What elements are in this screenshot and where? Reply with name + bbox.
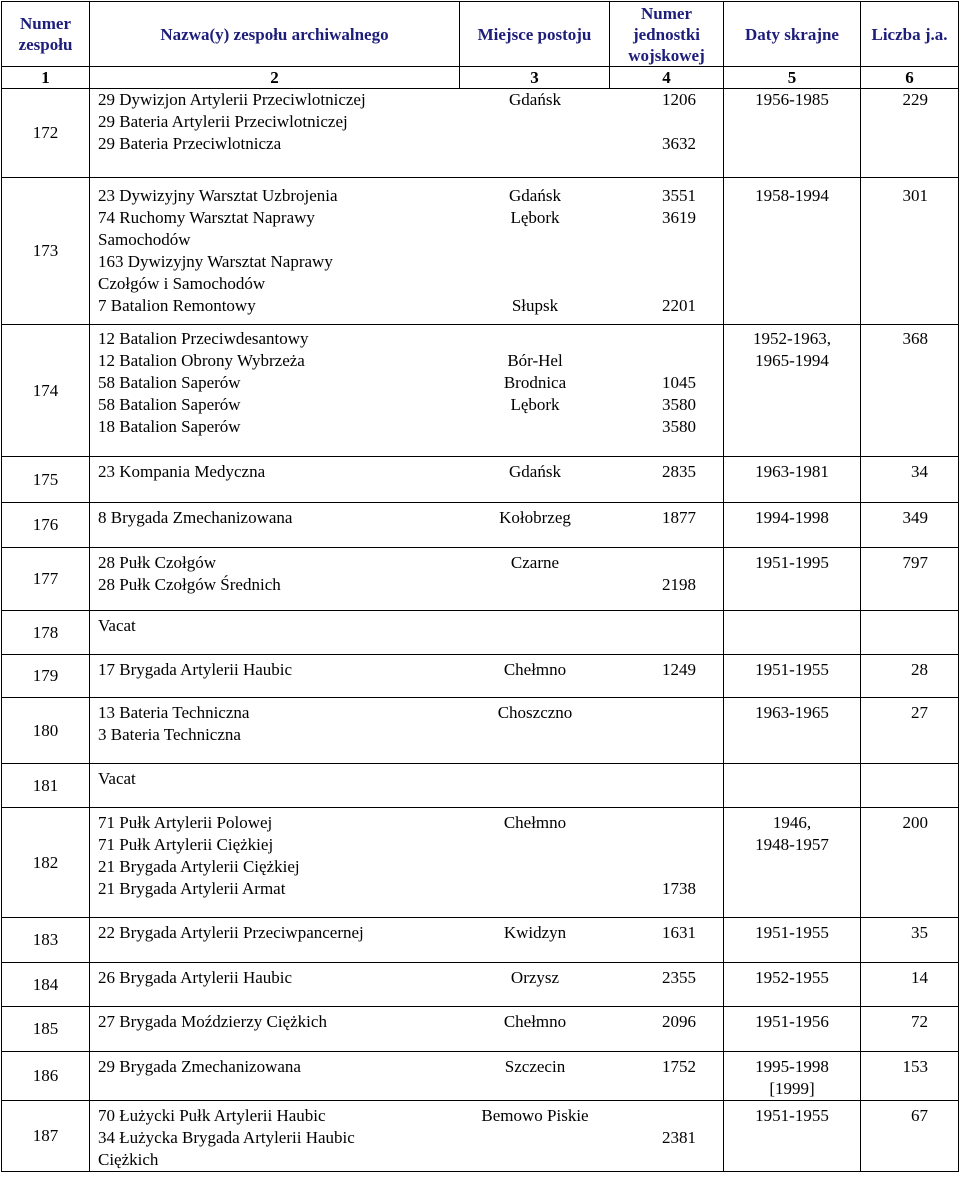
date-line [724, 615, 860, 637]
fonds-number: 186 [2, 1052, 90, 1101]
col-number: 6 [861, 67, 959, 89]
archival-units-count [861, 1101, 959, 1172]
unit-number [610, 615, 724, 637]
count-value: 14 [911, 968, 928, 987]
unit-name: 28 Pułk Czołgów Średnich [98, 575, 281, 594]
unit-name: Vacat [98, 769, 136, 788]
station-place [460, 1127, 610, 1149]
station-place: Gdańsk [509, 90, 561, 109]
station-place [460, 834, 610, 856]
unit-name: 21 Brygada Artylerii Armat [98, 879, 286, 898]
col-header-name: Nazwa(y) zespołu archiwalnego [90, 2, 460, 67]
date-line: 1958-1994 [755, 186, 829, 205]
station-place [460, 251, 610, 273]
station-place: Czarne [510, 553, 560, 572]
archival-units-count [861, 325, 959, 457]
count-value [861, 768, 928, 790]
archive-table [1, 1, 959, 1172]
date-line: 1963-1965 [755, 703, 829, 722]
count-value: 27 [911, 703, 928, 722]
station-place: Chełmno [503, 1012, 567, 1031]
count-value [861, 615, 928, 637]
unit-number: 1631 [662, 923, 696, 942]
date-line: 1951-1955 [755, 1106, 829, 1125]
unit-number: 2835 [662, 462, 696, 481]
station-place [460, 856, 610, 878]
date-range [724, 503, 861, 548]
fonds-number: 181 [2, 764, 90, 808]
table-row [2, 1052, 959, 1101]
unit-number [610, 229, 724, 251]
station-place [460, 416, 610, 438]
fonds-number: 177 [2, 548, 90, 611]
station-place: Chełmno [503, 813, 567, 832]
unit-name: 27 Brygada Moździerzy Ciężkich [98, 1012, 327, 1031]
unit-number: 1206 [662, 90, 696, 109]
fonds-number: 174 [2, 325, 90, 457]
table-row [2, 764, 959, 808]
col-header-count: Liczba j.a. [861, 2, 959, 67]
unit-name: 58 Batalion Saperów [98, 395, 241, 414]
table-row [2, 548, 959, 611]
date-line: 1994-1998 [755, 508, 829, 527]
unit-name: 18 Batalion Saperów [98, 417, 241, 436]
unit-number [610, 251, 724, 273]
table-row [2, 1101, 959, 1172]
unit-name: 7 Batalion Remontowy [98, 296, 256, 315]
unit-number [610, 702, 724, 724]
col-header-unit: Numer jednostki wojskowej [610, 2, 724, 67]
table-row [2, 918, 959, 963]
date-range [724, 764, 861, 808]
date-range [724, 178, 861, 325]
unit-name: 3 Bateria Techniczna [98, 725, 241, 744]
unit-name: Vacat [98, 616, 136, 635]
station-place [460, 768, 610, 790]
station-place: Gdańsk [509, 186, 561, 205]
archival-units-count [861, 89, 959, 178]
archival-units-count [861, 1052, 959, 1101]
unit-name: 28 Pułk Czołgów [98, 553, 217, 572]
station-place [460, 574, 610, 596]
date-range [724, 1007, 861, 1052]
table-row [2, 698, 959, 764]
table-row [2, 1007, 959, 1052]
station-place: Choszczno [497, 703, 573, 722]
archival-units-count [861, 655, 959, 698]
count-value: 349 [902, 508, 928, 527]
unit-name: 29 Bateria Przeciwlotnicza [98, 134, 282, 153]
unit-number [610, 552, 724, 574]
unit-name: 12 Batalion Obrony Wybrzeża [98, 351, 305, 370]
unit-number [610, 724, 724, 746]
unit-name: 29 Bateria Artylerii Przeciwlotniczej [98, 112, 348, 131]
date-range [724, 1052, 861, 1101]
fonds-number: 180 [2, 698, 90, 764]
unit-name: 13 Bateria Techniczna [98, 703, 250, 722]
fonds-names [90, 1052, 724, 1101]
station-place: Lębork [510, 208, 560, 227]
fonds-number: 175 [2, 457, 90, 503]
unit-number: 1249 [662, 660, 696, 679]
col-number: 1 [2, 67, 90, 89]
unit-number: 3580 [662, 395, 696, 414]
table-body [2, 89, 959, 1172]
date-range [724, 89, 861, 178]
date-range [724, 808, 861, 918]
archival-units-count [861, 503, 959, 548]
unit-number [610, 834, 724, 856]
unit-name: 26 Brygada Artylerii Haubic [98, 968, 293, 987]
archival-units-count [861, 611, 959, 655]
fonds-names [90, 89, 724, 178]
fonds-names [90, 698, 724, 764]
unit-name: 29 Brygada Zmechanizowana [98, 1057, 301, 1076]
station-place [460, 133, 610, 155]
count-value: 35 [911, 923, 928, 942]
table-row [2, 89, 959, 178]
unit-number [610, 328, 724, 350]
unit-number: 1877 [662, 508, 696, 527]
unit-name: 29 Dywizjon Artylerii Przeciwlotniczej [98, 90, 366, 109]
date-line: 1951-1955 [755, 660, 829, 679]
fonds-number: 185 [2, 1007, 90, 1052]
unit-number: 2201 [662, 296, 696, 315]
station-place [460, 328, 610, 350]
unit-name: 12 Batalion Przeciwdesantowy [98, 329, 309, 348]
header-row [2, 2, 959, 67]
unit-name: 74 Ruchomy Warsztat Naprawy [98, 208, 315, 227]
fonds-number: 178 [2, 611, 90, 655]
archival-units-count [861, 963, 959, 1007]
archival-units-count [861, 698, 959, 764]
fonds-names [90, 457, 724, 503]
fonds-number: 179 [2, 655, 90, 698]
date-line [724, 768, 860, 790]
archival-units-count [861, 457, 959, 503]
unit-name: 34 Łużycka Brygada Artylerii Haubic [98, 1128, 355, 1147]
unit-number: 2198 [662, 575, 696, 594]
fonds-names [90, 548, 724, 611]
count-value: 153 [902, 1057, 928, 1076]
date-line: 1951-1956 [755, 1012, 829, 1031]
date-range [724, 457, 861, 503]
fonds-number: 184 [2, 963, 90, 1007]
unit-number [610, 1149, 724, 1171]
fonds-names [90, 808, 724, 918]
archival-units-count [861, 1007, 959, 1052]
col-header-number: Numer zespołu [2, 2, 90, 67]
unit-number [610, 111, 724, 133]
fonds-names [90, 503, 724, 548]
station-place: Orzysz [510, 968, 560, 987]
date-line: 1965-1994 [755, 351, 829, 370]
unit-name: 58 Batalion Saperów [98, 373, 241, 392]
table-row [2, 325, 959, 457]
station-place: Szczecin [504, 1057, 566, 1076]
table-row [2, 457, 959, 503]
count-value: 368 [902, 329, 928, 348]
date-range [724, 963, 861, 1007]
date-line: 1951-1995 [755, 553, 829, 572]
fonds-number: 173 [2, 178, 90, 325]
date-range [724, 698, 861, 764]
unit-number: 2381 [662, 1128, 696, 1147]
fonds-number: 172 [2, 89, 90, 178]
date-range [724, 548, 861, 611]
unit-name: Ciężkich [98, 1150, 159, 1169]
table-row [2, 963, 959, 1007]
date-range [724, 1101, 861, 1172]
column-number-row [2, 67, 959, 89]
table-row [2, 808, 959, 918]
archival-units-count [861, 764, 959, 808]
count-value: 72 [911, 1012, 928, 1031]
unit-name: 23 Dywizyjny Warsztat Uzbrojenia [98, 186, 338, 205]
unit-number: 3619 [662, 208, 696, 227]
unit-number [610, 856, 724, 878]
count-value: 67 [911, 1106, 928, 1125]
station-place: Brodnica [503, 373, 567, 392]
unit-name: 71 Pułk Artylerii Polowej [98, 813, 273, 832]
fonds-number: 176 [2, 503, 90, 548]
station-place [460, 615, 610, 637]
date-line: 1946, [772, 813, 812, 832]
unit-name: Samochodów [98, 230, 191, 249]
fonds-number: 183 [2, 918, 90, 963]
station-place [460, 229, 610, 251]
fonds-names [90, 1101, 724, 1172]
station-place: Kołobrzeg [499, 508, 571, 527]
station-place [460, 724, 610, 746]
unit-number: 1738 [662, 879, 696, 898]
date-line: [1999] [769, 1079, 815, 1098]
date-line: 1952-1955 [755, 968, 829, 987]
station-place: Bemowo Piskie [481, 1106, 589, 1125]
date-range [724, 611, 861, 655]
station-place: Słupsk [511, 296, 559, 315]
unit-name: 22 Brygada Artylerii Przeciwpancernej [98, 923, 364, 942]
fonds-number: 187 [2, 1101, 90, 1172]
table-row [2, 178, 959, 325]
fonds-names [90, 963, 724, 1007]
date-line: 1951-1955 [755, 923, 829, 942]
col-number: 3 [460, 67, 610, 89]
count-value: 797 [902, 553, 928, 572]
count-value: 229 [902, 90, 928, 109]
unit-name: Czołgów i Samochodów [98, 274, 266, 293]
unit-number: 1045 [662, 373, 696, 392]
col-number: 4 [610, 67, 724, 89]
archival-units-count [861, 918, 959, 963]
archival-units-count [861, 548, 959, 611]
unit-number: 3580 [662, 417, 696, 436]
archival-units-count [861, 808, 959, 918]
unit-name: 70 Łużycki Pułk Artylerii Haubic [98, 1106, 326, 1125]
unit-name: 71 Pułk Artylerii Ciężkiej [98, 835, 274, 854]
count-value: 301 [902, 186, 928, 205]
unit-name: 17 Brygada Artylerii Haubic [98, 660, 293, 679]
fonds-names [90, 325, 724, 457]
date-range [724, 655, 861, 698]
unit-number: 1752 [662, 1057, 696, 1076]
station-place [460, 878, 610, 900]
unit-number: 3632 [662, 134, 696, 153]
unit-number: 3551 [662, 186, 696, 205]
unit-number: 2355 [662, 968, 696, 987]
unit-name: 163 Dywizyjny Warsztat Naprawy [98, 252, 333, 271]
station-place: Kwidzyn [503, 923, 567, 942]
unit-number [610, 812, 724, 834]
station-place [460, 273, 610, 295]
table-row [2, 503, 959, 548]
archival-units-count [861, 178, 959, 325]
unit-number [610, 768, 724, 790]
date-line: 1995-1998 [755, 1057, 829, 1076]
table-row [2, 655, 959, 698]
date-range [724, 325, 861, 457]
station-place: Bór-Hel [507, 351, 563, 370]
fonds-names [90, 611, 724, 655]
unit-number: 2096 [662, 1012, 696, 1031]
date-range [724, 918, 861, 963]
col-header-dates: Daty skrajne [724, 2, 861, 67]
station-place: Chełmno [503, 660, 567, 679]
unit-number [610, 350, 724, 372]
fonds-names [90, 178, 724, 325]
fonds-names [90, 1007, 724, 1052]
unit-number [610, 273, 724, 295]
date-line: 1963-1981 [755, 462, 829, 481]
count-value: 28 [911, 660, 928, 679]
fonds-number: 182 [2, 808, 90, 918]
col-number: 2 [90, 67, 460, 89]
station-place [460, 1149, 610, 1171]
fonds-names [90, 655, 724, 698]
count-value: 200 [902, 813, 928, 832]
unit-name: 23 Kompania Medyczna [98, 462, 266, 481]
count-value: 34 [911, 462, 928, 481]
date-line: 1948-1957 [755, 835, 829, 854]
fonds-names [90, 764, 724, 808]
unit-name: 8 Brygada Zmechanizowana [98, 508, 293, 527]
col-number: 5 [724, 67, 861, 89]
table-row [2, 611, 959, 655]
station-place [460, 111, 610, 133]
date-line: 1952-1963, [753, 329, 831, 348]
station-place: Lębork [510, 395, 560, 414]
col-header-place: Miejsce postoju [460, 2, 610, 67]
unit-number [610, 1105, 724, 1127]
unit-name: 21 Brygada Artylerii Ciężkiej [98, 857, 300, 876]
fonds-names [90, 918, 724, 963]
date-line: 1956-1985 [755, 90, 829, 109]
station-place: Gdańsk [509, 462, 561, 481]
